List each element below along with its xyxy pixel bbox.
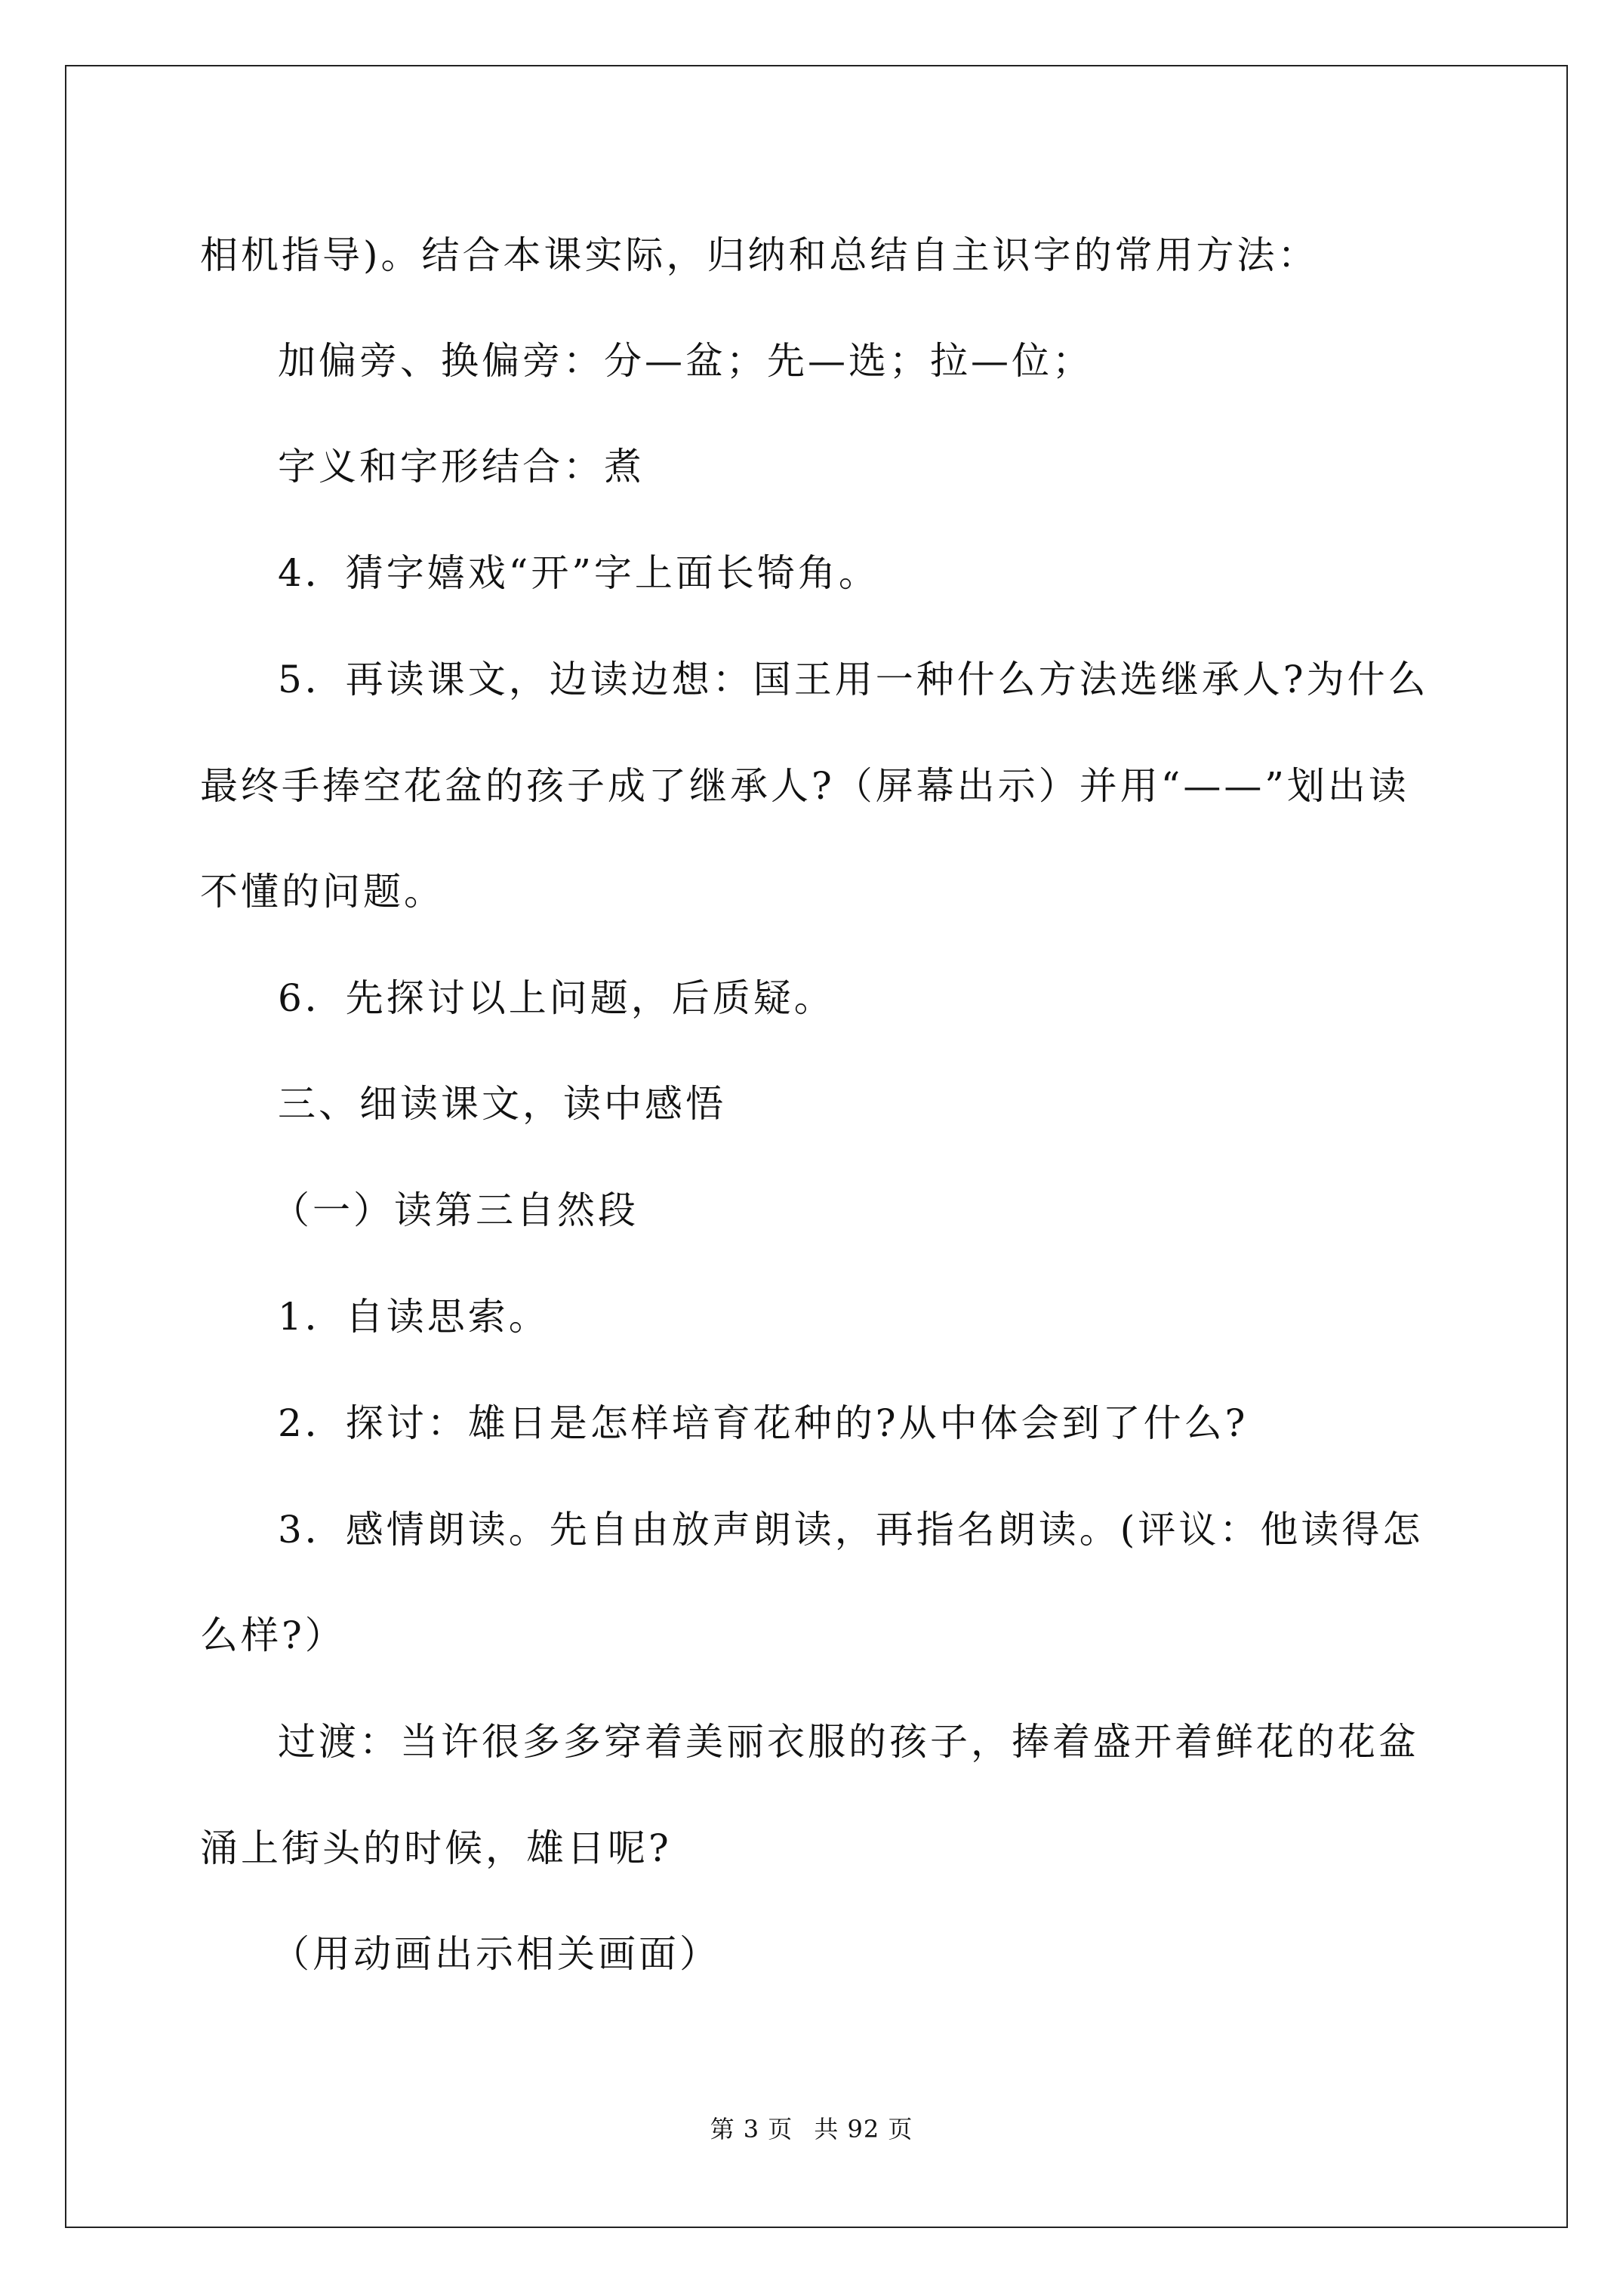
text-line-11: 1．自读思索。 [278, 1295, 550, 1339]
text-line-16: 涌上街头的时候，雄日呢? [200, 1826, 672, 1870]
text-line-6: 最终手捧空花盆的孩子成了继承人?（屏幕出示）并用“——”划出读 [200, 764, 1409, 808]
text-line-12: 2．探讨：雄日是怎样培育花种的?从中体会到了什么? [278, 1401, 1249, 1445]
text-line-4: 4．猜字嬉戏“开”字上面长犄角。 [278, 551, 879, 595]
page-total: 共 92 页 [814, 2115, 913, 2143]
subsection-heading: （一）读第三自然段 [272, 1188, 639, 1232]
text-line-3: 字义和字形结合：煮 [278, 445, 645, 488]
text-line-14: 么样?） [200, 1613, 346, 1657]
page-number: 第 3 页 [710, 2115, 793, 2143]
text-line-8: 6．先探讨以上问题，后质疑。 [278, 976, 835, 1020]
section-heading: 三、细读课文，读中感悟 [278, 1082, 726, 1126]
text-line-17: （用动画出示相关画面） [272, 1932, 720, 1976]
text-line-13: 3．感情朗读。先自由放声朗读，再指名朗读。(评议：他读得怎 [278, 1508, 1424, 1552]
page-border [65, 65, 1568, 2228]
text-line-5: 5．再读课文，边读边想：国王用一种什么方法选继承人?为什么 [278, 658, 1429, 701]
text-line-2: 加偏旁、换偏旁：分—盆；先—选；拉—位； [278, 339, 1093, 383]
text-line-7: 不懂的问题。 [200, 870, 445, 914]
text-line-15: 过渡：当许很多多穿着美丽衣服的孩子，捧着盛开着鲜花的花盆 [278, 1720, 1419, 1764]
text-line-1: 相机指导)。结合本课实际，归纳和总结自主识字的常用方法： [200, 233, 1319, 277]
page-footer [0, 2114, 1623, 2144]
